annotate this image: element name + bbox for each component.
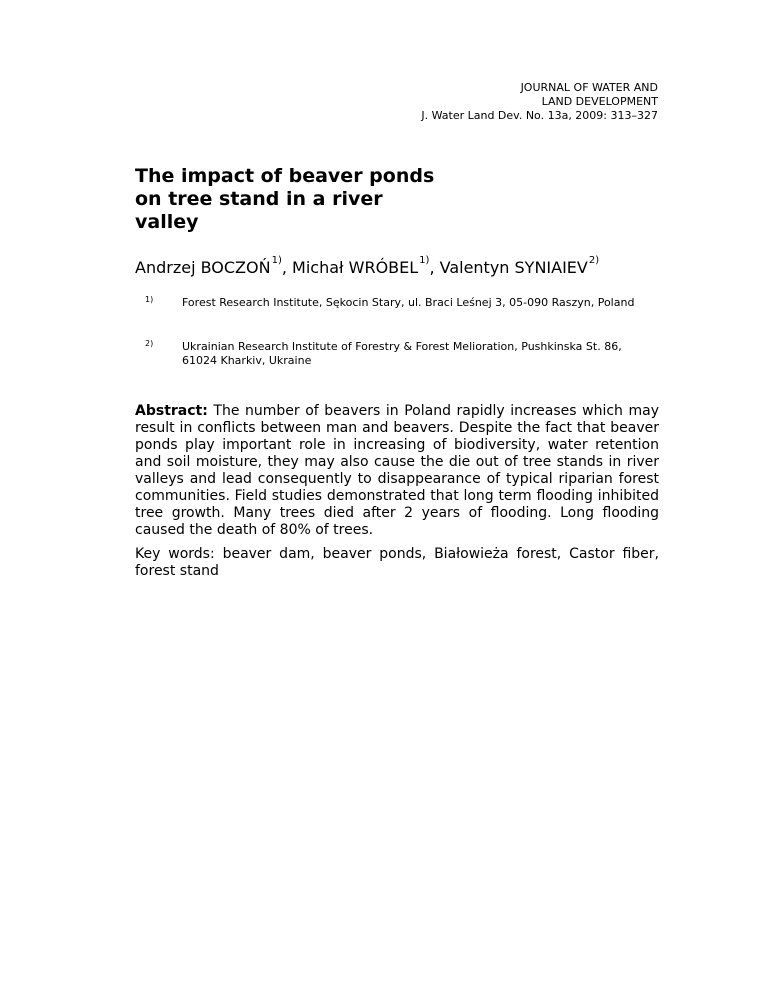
affiliation-mark: 1)	[145, 295, 154, 304]
affiliation-text: Ukrainian Research Institute of Forestry & Forest Melioration, Pushkinska St. 86, 61024 Kharkiv, Ukraine	[182, 340, 622, 367]
author-separator: ,	[281, 258, 293, 277]
author-affiliation-mark: 2)	[588, 255, 600, 266]
journal-name-line1: JOURNAL OF WATER AND	[520, 81, 658, 94]
author-list	[135, 255, 599, 277]
abstract-label: Abstract:	[135, 403, 208, 419]
abstract-text: The number of beavers in Poland rapidly increases which may result in conflicts between man and beavers. Despite the fact that beaver ponds play important role in increasing of biodiversity, water retention and soil moisture, they may also cause the die out of tree stands in river valleys and lead consequently to disappearance of typical riparian forest communities. Field studies demonstrated that long term flooding inhibited tree growth. Many trees died after 2 years of flooding. Long flooding caused the death of 80% of trees.	[135, 403, 659, 538]
affiliation	[135, 340, 635, 368]
affiliation	[135, 296, 635, 310]
author-separator: ,	[429, 258, 440, 277]
affiliation-text: Forest Research Institute, Sękocin Stary, ul. Braci Leśnej 3, 05-090 Raszyn, Poland	[182, 296, 635, 309]
author-affiliation-mark: 1)	[271, 255, 282, 266]
author-name: Valentyn SYNIAIEV	[439, 258, 588, 277]
author-name: Andrzej BOCZOŃ	[135, 258, 271, 277]
author-affiliation-mark: 1)	[419, 255, 430, 266]
affiliation-mark: 2)	[145, 339, 154, 348]
journal-header	[421, 81, 658, 123]
paper-title: The impact of beaver ponds on tree stand in a river valley	[135, 165, 435, 233]
journal-name-line2: LAND DEVELOPMENT	[541, 95, 658, 108]
author-name: Michał WRÓBEL	[292, 258, 419, 277]
abstract	[135, 403, 659, 539]
journal-citation: J. Water Land Dev. No. 13a, 2009: 313–327	[421, 109, 658, 122]
keywords: Key words: beaver dam, beaver ponds, Białowieża forest, Castor fiber, forest stand	[135, 546, 659, 579]
